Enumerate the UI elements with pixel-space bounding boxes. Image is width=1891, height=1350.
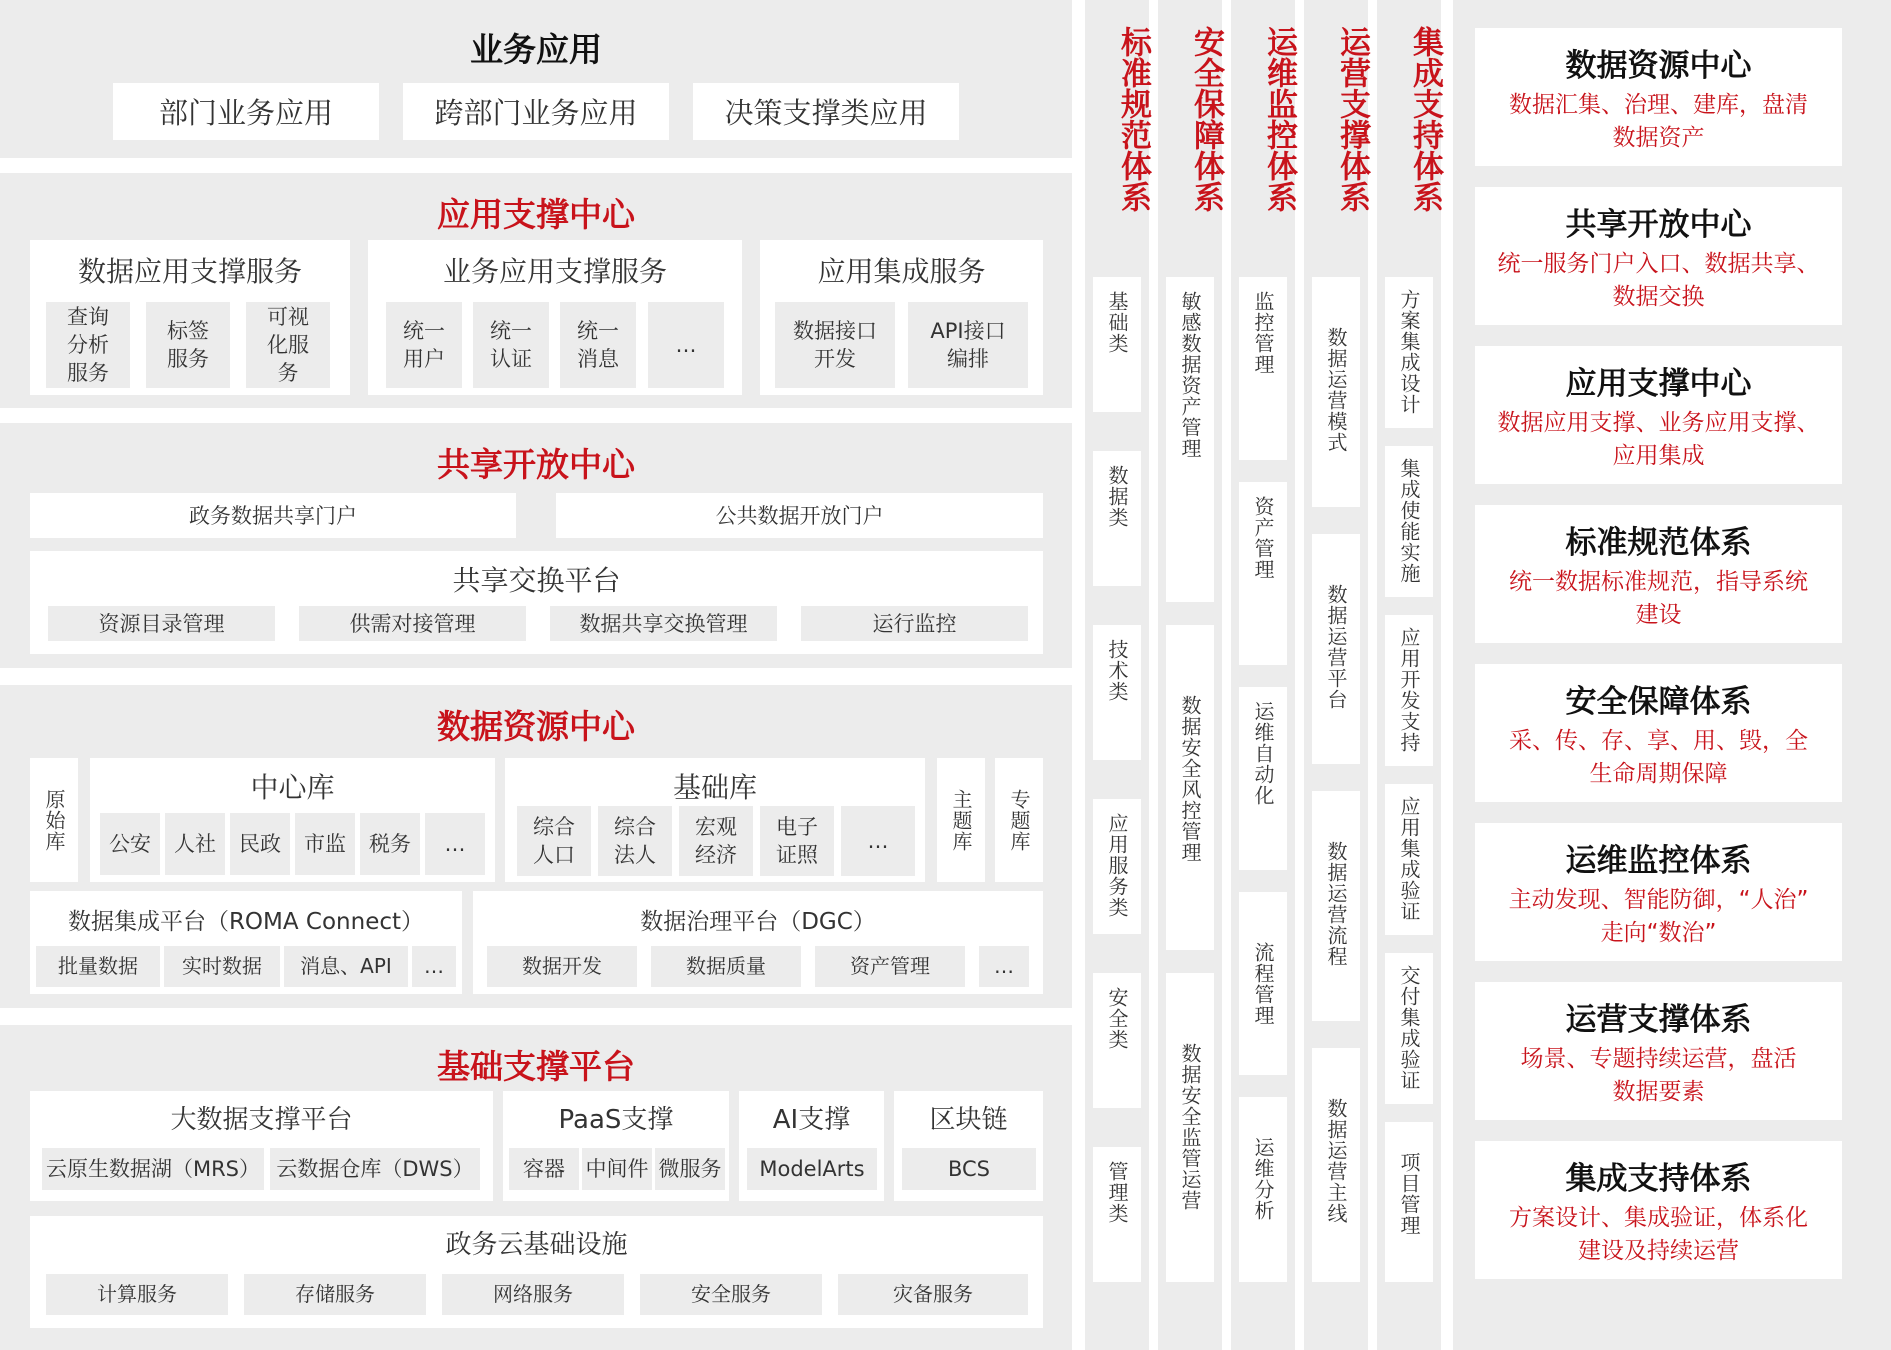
platform-item: 容器 <box>509 1148 579 1190</box>
library-item: 公安 <box>100 813 160 875</box>
panel-title: 政务云基础设施 <box>445 1230 628 1260</box>
system-item-label: 项目管理 <box>1397 1152 1421 1236</box>
panel-title: 共享交换平台 <box>452 564 621 597</box>
system-item <box>1093 799 1141 934</box>
card-integration <box>1475 1141 1842 1279</box>
service-item: 可视化服务 <box>246 302 330 388</box>
system-item-label: 数据类 <box>1105 465 1129 528</box>
system-item <box>1166 973 1214 1282</box>
service-item: API接口编排 <box>908 302 1028 388</box>
system-item <box>1312 1048 1360 1282</box>
system-item-label: 交付集成验证 <box>1397 965 1421 1091</box>
service-item: 数据接口开发 <box>775 302 895 388</box>
data-resource-title: 数据资源中心 <box>437 707 635 746</box>
business-item: 决策支撑类应用 <box>693 83 959 140</box>
platform-item: 云数据仓库（DWS） <box>270 1148 480 1190</box>
card-standards <box>1475 505 1842 643</box>
theme-library <box>937 758 985 882</box>
system-item <box>1166 625 1214 950</box>
infra-layer <box>0 1025 1072 1350</box>
ai-panel <box>739 1091 884 1201</box>
system-column-integration <box>1377 0 1441 1350</box>
business-layer <box>0 0 1072 158</box>
system-item <box>1312 534 1360 764</box>
system-item-label: 资产管理 <box>1251 496 1275 580</box>
system-item <box>1239 892 1287 1075</box>
library-item: 人社 <box>165 813 225 875</box>
portal-item: 公共数据开放门户 <box>556 493 1043 538</box>
paas-panel <box>503 1091 729 1201</box>
card-title: 安全保障体系 <box>1565 684 1752 720</box>
exchange-platform-panel <box>30 551 1043 654</box>
system-title: 运维监控体系 <box>1261 26 1297 212</box>
system-item <box>1239 277 1287 460</box>
system-item-label: 集成使能实施 <box>1397 458 1421 584</box>
system-item <box>1312 277 1360 507</box>
system-item-label: 管理类 <box>1105 1161 1129 1224</box>
system-item-label: 运维自动化 <box>1251 701 1275 806</box>
system-item-label: 数据运营流程 <box>1324 841 1348 967</box>
panel-title: 业务应用支撑服务 <box>442 255 667 288</box>
system-item <box>1239 482 1287 665</box>
system-item <box>1093 451 1141 586</box>
card-title: 数据资源中心 <box>1565 48 1752 84</box>
card-title: 集成支持体系 <box>1565 1161 1752 1197</box>
system-title: 运营支撑体系 <box>1334 26 1370 212</box>
card-desc: 统一数据标准规范，指导系统 <box>1509 569 1808 595</box>
integration-item: 批量数据 <box>36 946 160 987</box>
card-title: 运营支撑体系 <box>1565 1002 1752 1038</box>
system-column-operations <box>1304 0 1368 1350</box>
system-item-label: 数据运营模式 <box>1324 327 1348 453</box>
library-item: 宏观经济 <box>679 806 753 876</box>
panel-title: 数据应用支撑服务 <box>77 255 302 288</box>
center-library-panel <box>90 758 495 882</box>
system-item <box>1093 277 1141 412</box>
panel-title: 基础库 <box>672 771 757 804</box>
app-support-title: 应用支撑中心 <box>437 195 635 234</box>
panel-title: 数据治理平台（DGC） <box>640 909 876 935</box>
system-item <box>1093 1147 1141 1282</box>
card-desc: 建设 <box>1635 602 1682 628</box>
service-item: 统一用户 <box>386 302 462 388</box>
cloud-service-item: 计算服务 <box>46 1274 228 1315</box>
system-item-label: 应用开发支持 <box>1397 627 1421 753</box>
business-item: 部门业务应用 <box>113 83 379 140</box>
library-item: 税务 <box>360 813 420 875</box>
portal-item: 政务数据共享门户 <box>30 493 516 538</box>
system-item-label: 方案集成设计 <box>1397 289 1421 415</box>
panel-title: 大数据支撑平台 <box>170 1105 353 1135</box>
theme-library-label: 主题库 <box>949 788 973 852</box>
panel-title: 中心库 <box>250 771 335 804</box>
platform-item: 中间件 <box>582 1148 652 1190</box>
card-desc: 生命周期保障 <box>1589 761 1728 787</box>
panel-title: 应用集成服务 <box>817 255 986 288</box>
system-item <box>1093 625 1141 760</box>
system-item-label: 数据安全风控管理 <box>1178 695 1202 863</box>
system-item-label: 流程管理 <box>1251 942 1275 1026</box>
share-layer <box>0 423 1072 668</box>
system-item-label: 安全类 <box>1105 987 1129 1050</box>
cloud-service-item: 灾备服务 <box>838 1274 1028 1315</box>
system-item-label: 应用服务类 <box>1105 813 1129 918</box>
card-desc: 走向“数治” <box>1600 920 1717 946</box>
library-item: 电子证照 <box>760 806 834 876</box>
card-desc: 采、传、存、享、用、毁，全 <box>1509 728 1808 754</box>
system-item-label: 基础类 <box>1105 291 1129 354</box>
system-item-label: 应用集成验证 <box>1397 796 1421 922</box>
panel-title: PaaS支撑 <box>558 1105 674 1135</box>
library-item: 综合人口 <box>517 806 591 876</box>
platform-item: ModelArts <box>747 1148 877 1190</box>
business-title: 业务应用 <box>470 30 602 69</box>
system-title: 集成支持体系 <box>1407 26 1443 212</box>
business-item: 跨部门业务应用 <box>403 83 669 140</box>
exchange-item: 运行监控 <box>801 606 1028 641</box>
system-title: 标准规范体系 <box>1115 26 1151 212</box>
platform-item: 微服务 <box>655 1148 725 1190</box>
data-app-support-panel <box>30 240 350 395</box>
library-item: … <box>841 806 915 876</box>
system-item-label: 运维分析 <box>1251 1137 1275 1221</box>
card-ops-monitoring <box>1475 823 1842 961</box>
roma-connect-panel <box>30 891 462 994</box>
card-operations <box>1475 982 1842 1120</box>
governance-item: 数据质量 <box>651 946 801 987</box>
system-item <box>1385 1122 1433 1282</box>
integration-item: 消息、API <box>284 946 408 987</box>
card-desc: 统一服务门户入口、数据共享、 <box>1497 251 1820 277</box>
library-item: 综合法人 <box>598 806 672 876</box>
system-title: 安全保障体系 <box>1188 26 1224 212</box>
system-item <box>1385 615 1433 766</box>
library-item: 市监 <box>295 813 355 875</box>
dgc-panel <box>473 891 1043 994</box>
card-desc: 建设及持续运营 <box>1578 1238 1739 1264</box>
library-item: 民政 <box>230 813 290 875</box>
app-support-layer <box>0 173 1072 408</box>
cloud-service-item: 网络服务 <box>442 1274 624 1315</box>
card-desc: 数据汇集、治理、建库，盘清 <box>1509 92 1808 118</box>
exchange-item: 资源目录管理 <box>48 606 275 641</box>
library-item: … <box>425 813 485 875</box>
card-desc: 方案设计、集成验证，体系化 <box>1509 1205 1808 1231</box>
card-desc: 数据要素 <box>1612 1079 1705 1105</box>
bigdata-panel <box>30 1091 493 1201</box>
system-item-label: 数据运营主线 <box>1324 1098 1348 1224</box>
system-item <box>1239 1097 1287 1282</box>
system-item <box>1385 446 1433 597</box>
card-desc: 场景、专题持续运营，盘活 <box>1520 1046 1797 1072</box>
card-desc: 数据应用支撑、业务应用支撑、 <box>1497 410 1820 436</box>
integration-panel <box>760 240 1043 395</box>
system-item-label: 技术类 <box>1105 639 1129 702</box>
card-title: 运维监控体系 <box>1565 843 1752 879</box>
system-item-label: 数据运营平台 <box>1324 584 1348 710</box>
card-desc: 数据资产 <box>1612 125 1705 151</box>
system-column-security <box>1158 0 1222 1350</box>
card-title: 应用支撑中心 <box>1565 366 1752 402</box>
system-item <box>1093 973 1141 1108</box>
system-item <box>1385 953 1433 1104</box>
special-library-label: 专题库 <box>1007 788 1031 852</box>
system-column-standards <box>1085 0 1149 1350</box>
card-title: 标准规范体系 <box>1565 525 1752 561</box>
infra-title: 基础支撑平台 <box>437 1047 635 1086</box>
system-item-label: 数据安全监管运营 <box>1178 1043 1202 1211</box>
panel-title: 数据集成平台（ROMA Connect） <box>67 909 425 935</box>
base-library-panel <box>505 758 925 882</box>
card-share <box>1475 187 1842 325</box>
system-item-label: 监控管理 <box>1251 291 1275 375</box>
special-library <box>995 758 1043 882</box>
card-desc: 应用集成 <box>1612 443 1705 469</box>
service-item: 标签服务 <box>146 302 230 388</box>
service-item: … <box>648 302 724 388</box>
exchange-item: 供需对接管理 <box>299 606 526 641</box>
governance-item: 数据开发 <box>487 946 637 987</box>
panel-title: AI支撑 <box>772 1105 851 1135</box>
gov-cloud-panel <box>30 1216 1043 1328</box>
raw-library-label: 原始库 <box>42 788 66 852</box>
panel-title: 区块链 <box>929 1105 1008 1135</box>
card-desc: 主动发现、智能防御，“人治” <box>1508 887 1809 913</box>
integration-item: 实时数据 <box>164 946 280 987</box>
share-title: 共享开放中心 <box>437 445 635 484</box>
biz-app-support-panel <box>368 240 742 395</box>
card-desc: 数据交换 <box>1612 284 1705 310</box>
governance-item: … <box>979 946 1029 987</box>
integration-item: … <box>412 946 456 987</box>
service-item: 统一消息 <box>560 302 636 388</box>
system-item <box>1385 277 1433 428</box>
system-item <box>1312 791 1360 1021</box>
system-column-ops-monitoring <box>1231 0 1295 1350</box>
raw-library <box>30 758 78 882</box>
blockchain-panel <box>894 1091 1043 1201</box>
platform-item: 云原生数据湖（MRS） <box>42 1148 264 1190</box>
system-item <box>1239 687 1287 870</box>
card-app-support <box>1475 346 1842 484</box>
service-item: 统一认证 <box>473 302 549 388</box>
cloud-service-item: 安全服务 <box>640 1274 822 1315</box>
exchange-item: 数据共享交换管理 <box>550 606 777 641</box>
system-item <box>1166 277 1214 602</box>
governance-item: 资产管理 <box>815 946 965 987</box>
service-item: 查询分析服务 <box>46 302 130 388</box>
card-security <box>1475 664 1842 802</box>
data-resource-layer <box>0 685 1072 1008</box>
platform-item: BCS <box>902 1148 1036 1190</box>
system-item <box>1385 784 1433 935</box>
cloud-service-item: 存储服务 <box>244 1274 426 1315</box>
card-title: 共享开放中心 <box>1565 207 1752 243</box>
card-data-resource <box>1475 28 1842 166</box>
system-item-label: 敏感数据资产管理 <box>1178 291 1202 459</box>
